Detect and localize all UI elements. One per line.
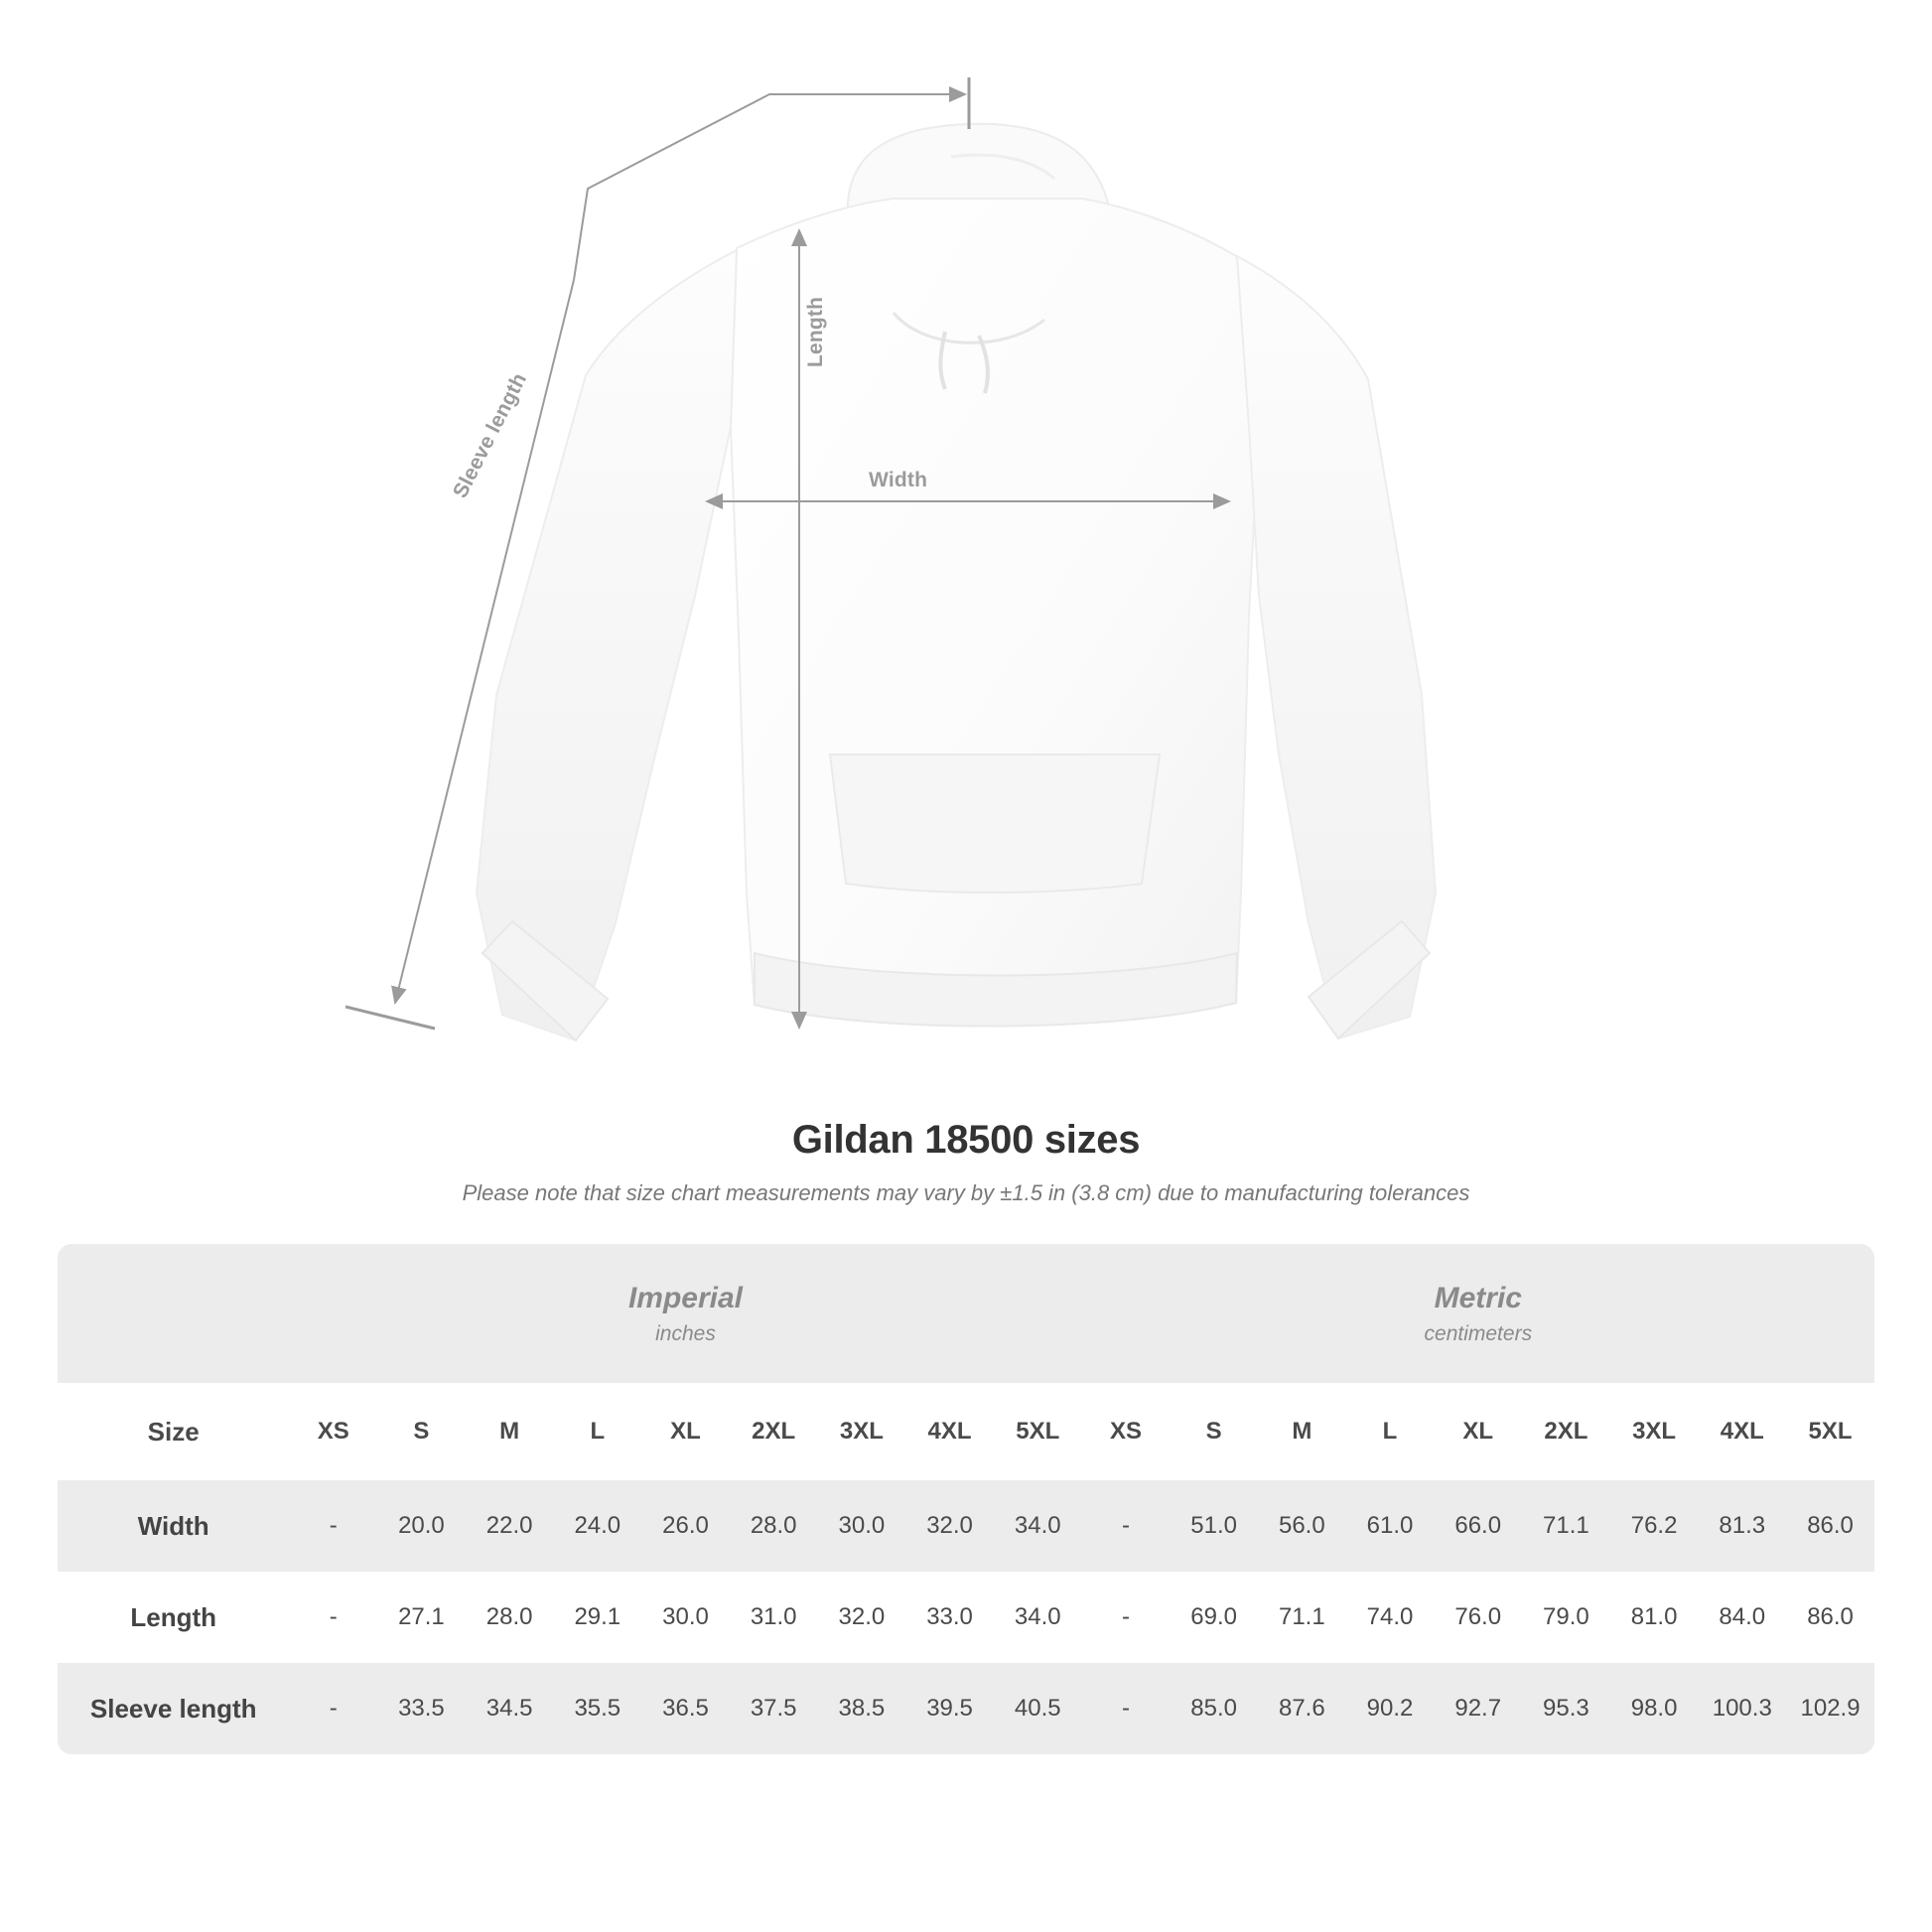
row-label-width: Width xyxy=(58,1480,289,1572)
size-header-label: Size xyxy=(58,1383,289,1480)
row-label-length: Length xyxy=(58,1572,289,1663)
size-header-metric-5xl: 5XL xyxy=(1786,1383,1874,1480)
cell-width-metric-4xl: 81.3 xyxy=(1698,1480,1786,1572)
size-header-metric-m: M xyxy=(1258,1383,1346,1480)
cell-length-metric-3xl: 81.0 xyxy=(1610,1572,1699,1663)
metric-label: Metric xyxy=(1434,1282,1522,1314)
metric-system-cell xyxy=(1082,1244,1874,1383)
cell-width-metric-l: 61.0 xyxy=(1346,1480,1435,1572)
cell-length-metric-xs: - xyxy=(1082,1572,1171,1663)
cell-length-metric-5xl: 86.0 xyxy=(1786,1572,1874,1663)
cell-width-imperial-2xl: 28.0 xyxy=(730,1480,818,1572)
length-dimension-label: Length xyxy=(804,296,827,367)
metric-unit: centimeters xyxy=(1424,1322,1533,1345)
table-row xyxy=(58,1572,1874,1663)
cell-length-metric-4xl: 84.0 xyxy=(1698,1572,1786,1663)
cell-sleeve-metric-3xl: 98.0 xyxy=(1610,1663,1699,1754)
cell-width-metric-3xl: 76.2 xyxy=(1610,1480,1699,1572)
cell-length-imperial-xs: - xyxy=(289,1572,377,1663)
table-row xyxy=(58,1480,1874,1572)
cell-sleeve-imperial-2xl: 37.5 xyxy=(730,1663,818,1754)
size-header-imperial-5xl: 5XL xyxy=(994,1383,1082,1480)
size-header-imperial-4xl: 4XL xyxy=(905,1383,994,1480)
size-header-imperial-3xl: 3XL xyxy=(818,1383,906,1480)
cell-sleeve-metric-l: 90.2 xyxy=(1346,1663,1435,1754)
size-header-metric-xs: XS xyxy=(1082,1383,1171,1480)
size-header-imperial-2xl: 2XL xyxy=(730,1383,818,1480)
size-table-wrapper xyxy=(58,1244,1874,1754)
cell-width-imperial-l: 24.0 xyxy=(553,1480,641,1572)
size-header-imperial-l: L xyxy=(553,1383,641,1480)
size-header-imperial-m: M xyxy=(466,1383,554,1480)
row-label-sleeve-length: Sleeve length xyxy=(58,1663,289,1754)
size-header-metric-3xl: 3XL xyxy=(1610,1383,1699,1480)
cell-sleeve-imperial-xl: 36.5 xyxy=(641,1663,730,1754)
cell-sleeve-metric-m: 87.6 xyxy=(1258,1663,1346,1754)
size-header-metric-2xl: 2XL xyxy=(1522,1383,1610,1480)
tolerance-note: Please note that size chart measurements may vary by ±1.5 in (3.8 cm) due to manufacturing tolerances xyxy=(462,1180,1470,1205)
cell-length-imperial-l: 29.1 xyxy=(553,1572,641,1663)
page-title: Gildan 18500 sizes xyxy=(791,1118,1141,1162)
table-row xyxy=(58,1663,1874,1754)
cell-sleeve-metric-xs: - xyxy=(1082,1663,1171,1754)
cell-width-metric-s: 51.0 xyxy=(1170,1480,1258,1572)
imperial-system-cell xyxy=(289,1244,1081,1383)
cell-sleeve-metric-xl: 92.7 xyxy=(1434,1663,1522,1754)
size-header-metric-xl: XL xyxy=(1434,1383,1522,1480)
cell-length-metric-s: 69.0 xyxy=(1170,1572,1258,1663)
cell-width-metric-2xl: 71.1 xyxy=(1522,1480,1610,1572)
size-header-metric-l: L xyxy=(1346,1383,1435,1480)
cell-sleeve-metric-5xl: 102.9 xyxy=(1786,1663,1874,1754)
cell-sleeve-imperial-m: 34.5 xyxy=(466,1663,554,1754)
size-header-row xyxy=(58,1383,1874,1480)
width-dimension-label: Width xyxy=(869,469,928,491)
cell-length-metric-m: 71.1 xyxy=(1258,1572,1346,1663)
cell-length-imperial-m: 28.0 xyxy=(466,1572,554,1663)
cell-width-imperial-xl: 26.0 xyxy=(641,1480,730,1572)
size-header-metric-s: S xyxy=(1170,1383,1258,1480)
imperial-label: Imperial xyxy=(627,1282,744,1314)
cell-length-imperial-5xl: 34.0 xyxy=(994,1572,1082,1663)
cell-width-imperial-5xl: 34.0 xyxy=(994,1480,1082,1572)
cell-length-metric-2xl: 79.0 xyxy=(1522,1572,1610,1663)
title-block xyxy=(0,1118,1932,1206)
cell-width-imperial-m: 22.0 xyxy=(466,1480,554,1572)
size-header-imperial-xs: XS xyxy=(289,1383,377,1480)
unit-system-corner-cell xyxy=(58,1244,289,1383)
cell-sleeve-imperial-4xl: 39.5 xyxy=(905,1663,994,1754)
cell-length-imperial-4xl: 33.0 xyxy=(905,1572,994,1663)
cell-width-imperial-3xl: 30.0 xyxy=(818,1480,906,1572)
hoodie-graphic xyxy=(477,124,1436,1040)
size-header-imperial-xl: XL xyxy=(641,1383,730,1480)
cell-length-imperial-2xl: 31.0 xyxy=(730,1572,818,1663)
cell-sleeve-imperial-l: 35.5 xyxy=(553,1663,641,1754)
unit-system-header-row xyxy=(58,1244,1874,1383)
cell-width-imperial-s: 20.0 xyxy=(377,1480,466,1572)
cell-width-imperial-xs: - xyxy=(289,1480,377,1572)
size-table xyxy=(58,1244,1874,1754)
cell-width-metric-xs: - xyxy=(1082,1480,1171,1572)
cell-sleeve-metric-s: 85.0 xyxy=(1170,1663,1258,1754)
sleeve-length-dimension-label: Sleeve length xyxy=(449,369,532,502)
cell-length-metric-l: 74.0 xyxy=(1346,1572,1435,1663)
imperial-unit: inches xyxy=(655,1322,716,1345)
cell-sleeve-imperial-xs: - xyxy=(289,1663,377,1754)
cell-length-metric-xl: 76.0 xyxy=(1434,1572,1522,1663)
size-header-imperial-s: S xyxy=(377,1383,466,1480)
cell-length-imperial-xl: 30.0 xyxy=(641,1572,730,1663)
cell-sleeve-imperial-3xl: 38.5 xyxy=(818,1663,906,1754)
cell-sleeve-metric-4xl: 100.3 xyxy=(1698,1663,1786,1754)
cell-width-metric-xl: 66.0 xyxy=(1434,1480,1522,1572)
cell-length-imperial-s: 27.1 xyxy=(377,1572,466,1663)
cell-sleeve-metric-2xl: 95.3 xyxy=(1522,1663,1610,1754)
cell-width-imperial-4xl: 32.0 xyxy=(905,1480,994,1572)
cell-sleeve-imperial-s: 33.5 xyxy=(377,1663,466,1754)
cell-length-imperial-3xl: 32.0 xyxy=(818,1572,906,1663)
size-header-metric-4xl: 4XL xyxy=(1698,1383,1786,1480)
cell-width-metric-m: 56.0 xyxy=(1258,1480,1346,1572)
cell-width-metric-5xl: 86.0 xyxy=(1786,1480,1874,1572)
cell-sleeve-imperial-5xl: 40.5 xyxy=(994,1663,1082,1754)
